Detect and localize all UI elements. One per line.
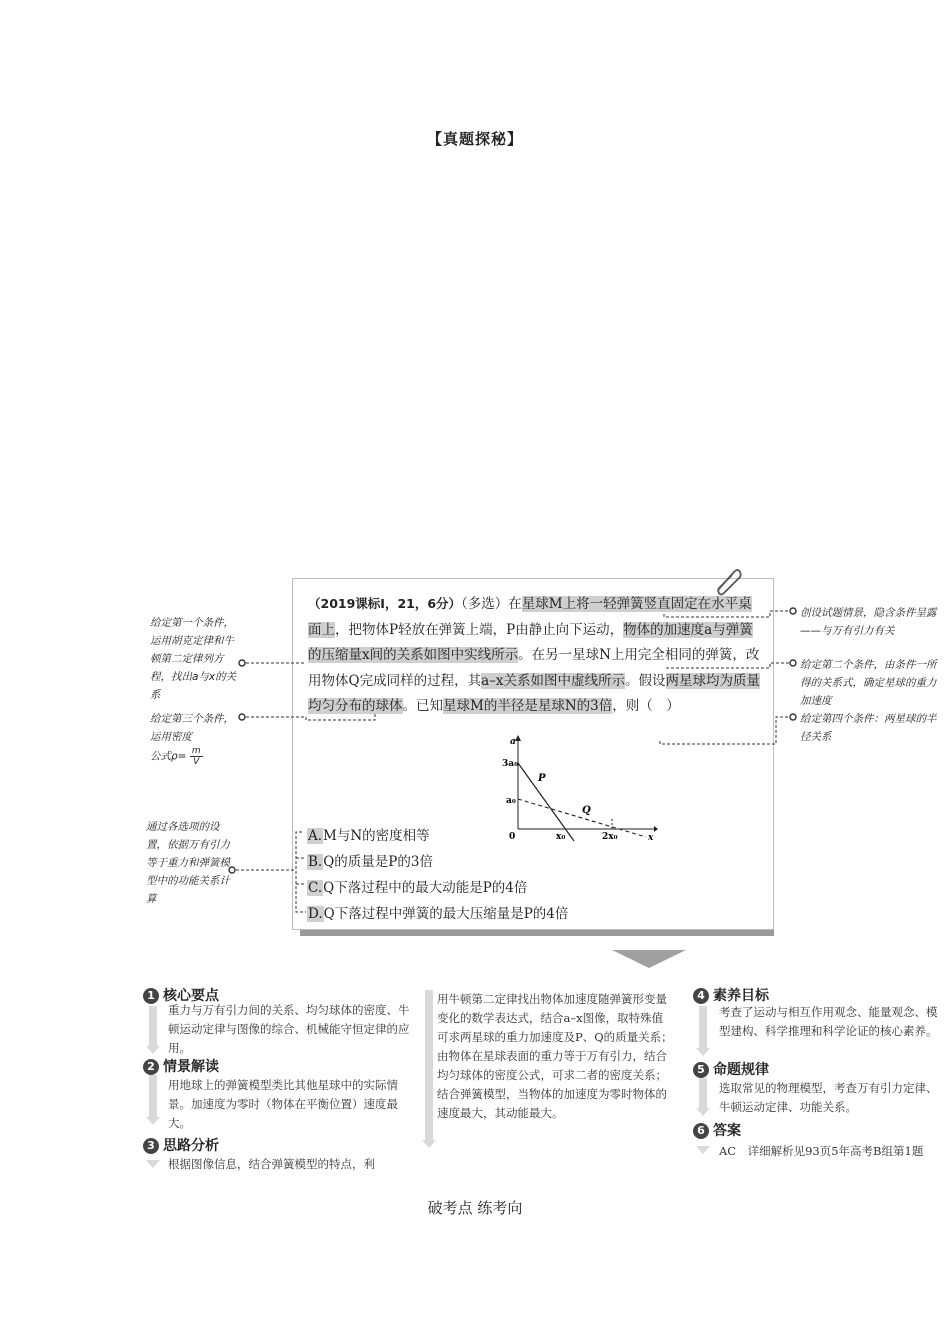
arrow-head [696,1108,710,1116]
question-type: （多选） [461,596,509,612]
option-text: Q下落过程中的最大动能是P的4倍 [323,880,528,896]
highlight-condition-3: a–x关系如图中虚线所示 [481,672,625,689]
section-title: 命题规律 [713,1062,769,1078]
section-title: 核心要点 [163,988,219,1004]
section-number: 2 [143,1059,159,1075]
annotation-text: 给定第三个条件，运用密度 [150,713,234,743]
arrow-head [696,1146,710,1154]
label-Q: Q [582,805,591,816]
density-fraction [190,746,203,767]
arrow-head [696,1048,710,1056]
q-seg: 。在另一星球N上用完全相同的弹簧，改用物体Q完成同样的过程，其 [308,647,760,689]
connector-left3 [236,832,306,912]
option-text: M与N的密度相等 [323,828,430,844]
connector-left2 [246,712,375,720]
option-letter: A. [308,828,323,844]
label-P: P [538,773,546,784]
section-6-body: AC 详细解析见93页5年高考B组第1题 [719,1144,924,1158]
down-arrow-icon [612,950,686,968]
annotation-right3: 给定第四个条件：两星球的半径关系 [800,713,937,743]
dot-right1 [790,608,796,614]
x-axis-label: x [648,833,654,843]
section-6-title [693,1120,741,1140]
connector-right3 [660,717,790,744]
x-tick-2x0: 2x₀ [602,832,618,842]
section-number: 4 [693,988,709,1004]
section-number: 5 [693,1062,709,1078]
section-title: 思路分析 [163,1138,219,1154]
section-number: 3 [143,1138,159,1154]
y-tick-3a0: 3a₀ [502,759,519,769]
section-4-title [693,985,769,1005]
section-4-body: 考查了运动与相互作用观念、能量观念、模型建构、科学推理和科学论证的核心素养。 [719,1005,938,1038]
section-number: 1 [143,988,159,1004]
connector-right1 [664,611,790,617]
section-1-body: 重力与万有引力间的关系、均匀球体的密度、牛顿运动定律与图像的综合、机械能守恒定律的应用。 [168,1003,410,1055]
section-number: 6 [693,1123,709,1139]
highlight-condition-4: 两星球均为质量均匀分布的球体 [308,672,760,714]
highlight-condition-1: 星球M上将一轻弹簧竖直固定在水平桌面上 [308,596,752,638]
arrow-bar [425,990,433,1140]
highlight-condition-5: 星球M的半径是星球N的3倍 [443,698,613,714]
y-axis-label: a [510,737,516,747]
annotation-left1: 给定第一个条件，运用胡克定律和牛顿第二定律列方程，找出a与x的关系 [150,617,237,701]
question-source: （2019课标Ⅰ，21，6分） [308,596,462,611]
section-5-body: 选取常见的物理模型，考查万有引力定律、牛顿运动定律、功能关系。 [719,1081,938,1114]
section-3-title [143,1135,219,1155]
annotation-right2: 给定第二个条件，由条件一所得的关系式，确定星球的重力加速度 [800,659,937,707]
highlight-condition-2: 物体的加速度a与弹簧的压缩量x间的关系如图中实线所示 [308,621,753,663]
option-letter: B. [308,854,323,870]
annotation-text: 公式ρ= [150,750,187,763]
arrow-head [422,1140,436,1148]
arrow-bar [699,1078,707,1108]
section-title: 情景解读 [163,1059,219,1075]
q-seg: ，则（ ） [612,698,680,714]
section-title: 素养目标 [713,988,769,1004]
annotation-left3: 通过各选项的设置，依据万有引力等于重力和弹簧模型中的功能关系计算 [146,821,230,905]
origin-label: 0 [509,832,516,842]
section-2-title [143,1056,219,1076]
annotation-right1: 创设试题情景，隐含条件呈露——与万有引力有关 [800,607,937,637]
option-text: Q的质量是P的3倍 [323,854,433,870]
q-seg: 在 [508,596,522,612]
section-3-continued: 用牛顿第二定律找出物体加速度随弹簧形变量变化的数学表达式，结合a–x图像，取特殊值可求两星球的重力加速度及P、Q的质量关系；由物体在星球表面的重力等于万有引力，结合均匀球体的密度公式，可求二者的密度关系；结合弹簧模型，当物体的加速度为零时物体的速度最大，其动能最大。 [437,992,673,1120]
connector-right2 [666,663,790,668]
option-text: Q下落过程中弹簧的最大压缩量是P的4倍 [323,906,569,922]
arrow-head [146,1160,160,1168]
y-tick-a0: a₀ [506,796,516,806]
page-footer: 破考点 练考向 [427,1199,523,1217]
arrow-bar [699,1006,707,1048]
page-title: 【真题探秘】 [426,130,523,148]
annotation-left2 [150,710,242,767]
fraction-denominator: V [193,757,200,767]
q-seg: ，把物体P轻放在弹簧上端，P由静止向下运动， [335,621,624,638]
dot-right2 [790,660,796,666]
dot-right3 [790,714,796,720]
q-seg: 。已知 [402,698,443,714]
arrow-head [146,1117,160,1125]
option-letter: D. [308,906,323,922]
x-tick-x0: x₀ [556,832,566,842]
arrow-bar [149,1006,157,1046]
fraction-numerator: m [191,746,201,756]
arrow-bar [149,1075,157,1117]
arrow-head [146,1046,160,1054]
option-letter: C. [308,880,323,896]
section-2-body: 用地球上的弹簧模型类比其他星球中的实际情景。加速度为零时（物体在平衡位置）速度最大。 [168,1078,398,1130]
q-seg: 。假设 [625,672,666,689]
section-5-title [693,1059,769,1079]
section-title: 答案 [713,1123,741,1139]
section-3-body: 根据图像信息，结合弹簧模型的特点，利 [168,1157,375,1171]
